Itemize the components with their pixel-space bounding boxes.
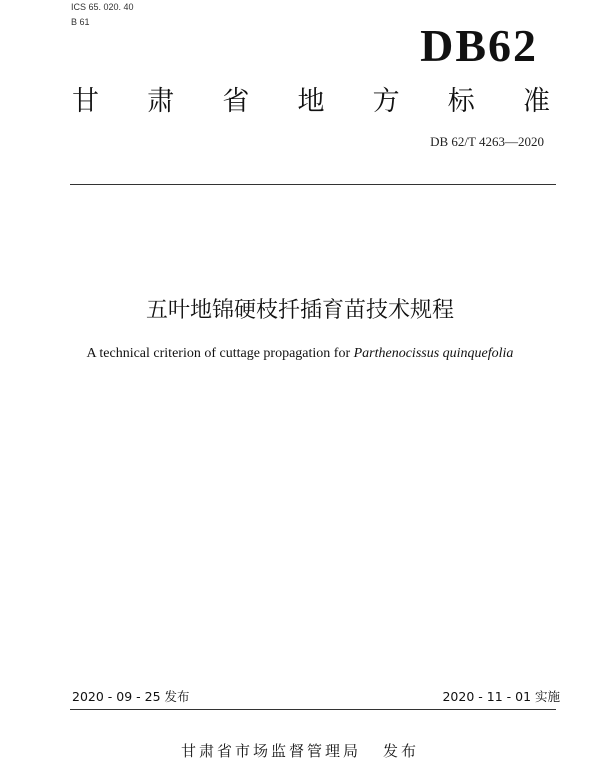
standard-type-char: 肃 (147, 86, 175, 117)
issuer-action: 发布 (383, 742, 420, 760)
ccs-code: B 61 (71, 17, 90, 27)
ics-code: ICS 65. 020. 40 (71, 2, 134, 12)
footer-divider (70, 709, 556, 710)
issue-date: 2020 - 09 - 25 发布 (72, 689, 190, 704)
standard-type-char: 方 (372, 86, 400, 117)
standard-type-heading (72, 85, 550, 119)
standard-type-char: 省 (222, 86, 250, 117)
document-title-chinese: 五叶地锦硬枝扦插育苗技术规程 (145, 298, 454, 323)
species-name: Parthenocissus quinquefolia (353, 346, 514, 361)
header-divider (70, 184, 556, 185)
standard-type-char: 甘 (72, 86, 99, 117)
standard-type-char: 标 (447, 86, 475, 117)
standard-type-char: 地 (297, 86, 325, 117)
standard-number: DB 62/T 4263—2020 (430, 134, 544, 149)
implementation-date: 2020 - 11 - 01 实施 (442, 689, 560, 704)
english-title-text: A technical criterion of cuttage propagation for (86, 346, 354, 361)
issuing-authority (0, 741, 600, 761)
document-title-english (0, 345, 600, 363)
standard-code-logo: DB62 (420, 20, 538, 71)
standard-type-char: 准 (522, 86, 550, 117)
issuer-name: 甘肃省市场监督管理局 (180, 742, 361, 760)
